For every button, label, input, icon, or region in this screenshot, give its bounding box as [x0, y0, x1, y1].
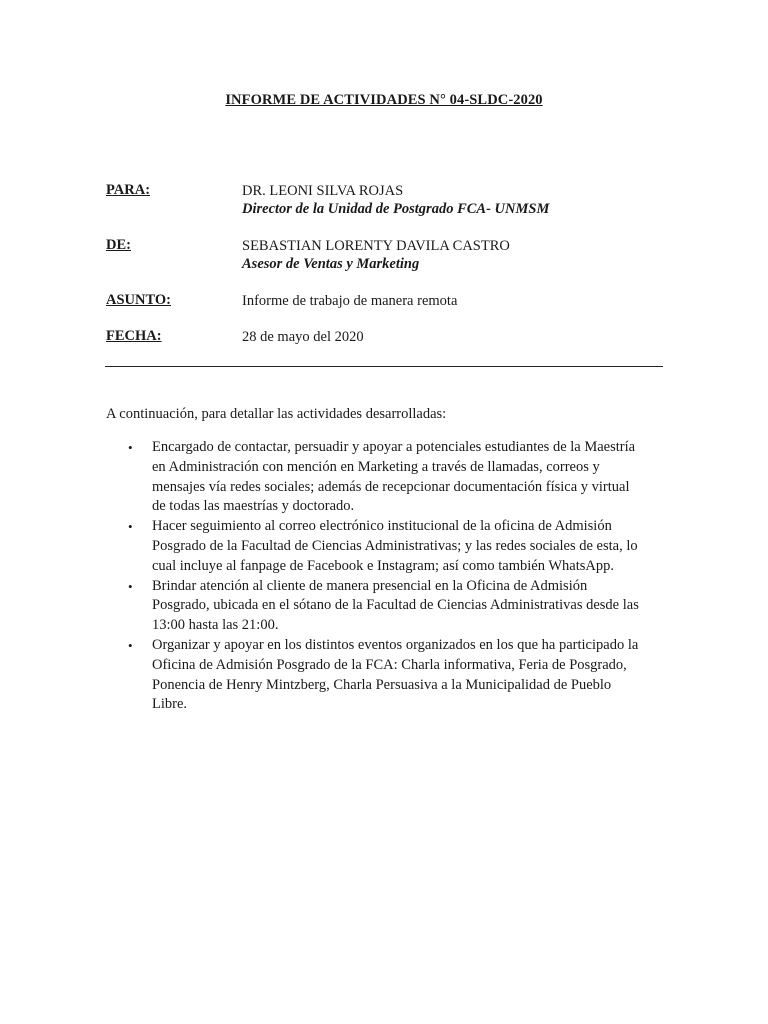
activity-text: Brindar atención al cliente de manera presencial en la Oficina de Admisión Posgrado, ubicada en el sótano de la Facultad de Ciencias Administrativas desde las 13:00 hasta las 21:00.	[152, 577, 639, 634]
list-item	[106, 517, 666, 576]
asunto-value: Informe de trabajo de manera remota	[242, 293, 458, 309]
de-role: Asesor de Ventas y Marketing	[242, 256, 420, 272]
para-name: DR. LEONI SILVA ROJAS	[242, 183, 404, 199]
bullet-icon: •	[128, 637, 133, 653]
list-item	[106, 636, 666, 715]
list-item	[106, 577, 666, 636]
de-name: SEBASTIAN LORENTY DAVILA CASTRO	[242, 238, 510, 254]
de-label: DE:	[106, 237, 131, 253]
para-value	[242, 182, 549, 218]
fecha-label: FECHA:	[106, 328, 162, 344]
bullet-icon: •	[128, 440, 133, 455]
para-label: PARA:	[106, 182, 151, 198]
intro-text: A continuación, para detallar las actividades desarrolladas:	[106, 406, 447, 422]
activity-text: Hacer seguimiento al correo electrónico institucional de la oficina de Admisión Posgrado de la Facultad de Ciencias Administrativas; y las redes sociales de esta, lo cual incluye al fanpage de Facebook e Instagram; así como también WhatsApp.	[152, 518, 638, 574]
bullet-icon: •	[128, 578, 133, 594]
fecha-value: 28 de mayo del 2020	[242, 329, 364, 345]
list-item	[106, 438, 666, 517]
de-value	[242, 237, 510, 273]
bullet-icon: •	[128, 519, 133, 535]
activity-text: Encargado de contactar, persuadir y apoyar a potenciales estudiantes de la Maestría en Administración con mención en Marketing a través de llamadas, correos y mensajes vía redes sociales; además de recepcionar documentación física y virtual de todas las maestrías y doctorado.	[152, 439, 636, 515]
asunto-label: ASUNTO:	[106, 292, 171, 308]
activities-list	[106, 438, 666, 715]
header-divider	[105, 366, 663, 367]
report-title: INFORME DE ACTIVIDADES N° 04-SLDC-2020	[225, 92, 543, 108]
para-role: Director de la Unidad de Postgrado FCA- UNMSM	[242, 201, 550, 217]
activity-text: Organizar y apoyar en los distintos eventos organizados en los que ha participado la Oficina de Admisión Posgrado de la FCA: Charla informativa, Feria de Posgrado, Ponencia de Henry Mintzberg, Charla Persuasiva a la Municipalidad de Pueblo Libre.	[152, 636, 639, 713]
